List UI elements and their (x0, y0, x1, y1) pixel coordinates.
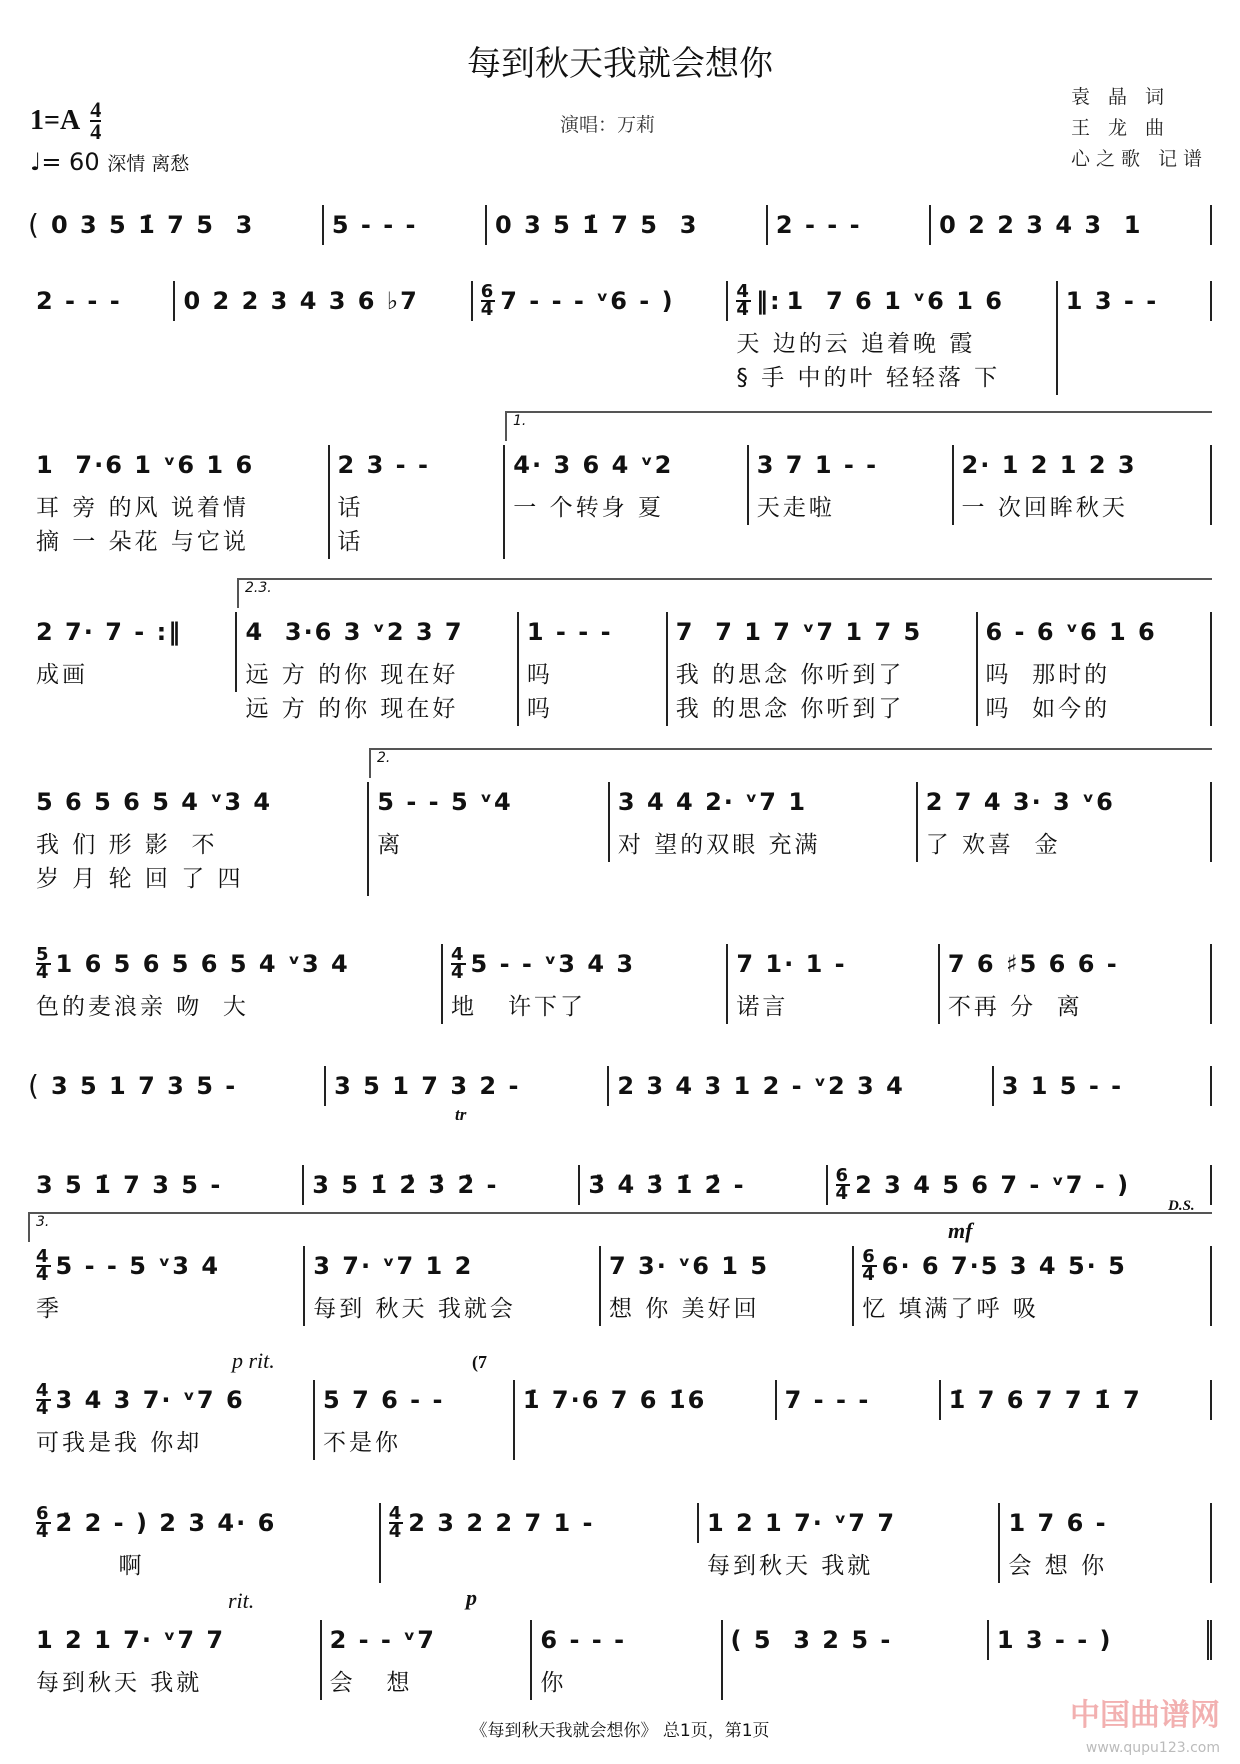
composer: 王 龙 曲 (1070, 117, 1171, 139)
note-sequence: 1 2 1 7· ᵛ7 7 (36, 1626, 226, 1654)
note-sequence: 5 - - 5 ᵛ4 (377, 788, 513, 816)
notes (707, 1503, 991, 1543)
note-sequence: 7 1· 1 - (736, 950, 847, 978)
notes (36, 281, 165, 321)
notes (330, 1620, 523, 1660)
lyric-line: 忆 填满了呼 吸 (862, 1296, 1039, 1322)
lyric-line: 吗 (526, 696, 553, 722)
notes (312, 1165, 570, 1205)
notes (36, 1503, 371, 1543)
measure (668, 612, 978, 726)
notes (949, 1380, 1202, 1420)
notes (36, 782, 359, 822)
measure (28, 782, 369, 896)
measure (305, 1246, 601, 1326)
measure (28, 1620, 322, 1700)
notes (51, 1066, 316, 1106)
note-sequence: 2· 1 2 1 2 3 (961, 451, 1137, 479)
notes (51, 205, 314, 245)
song-title: 每到秋天我就会想你 (467, 44, 773, 84)
measure (940, 944, 1212, 1024)
notes (736, 281, 1047, 321)
lyric-line: 耳 旁 的风 说着情 (36, 495, 249, 521)
note-sequence: 3 1 5 - - (1001, 1072, 1124, 1100)
note-sequence: 3 5 1 7 3 2 - (334, 1072, 521, 1100)
notes (481, 281, 719, 321)
p-mark: p (466, 1585, 477, 1610)
transcriber: 心之歌 记谱 (1070, 148, 1208, 170)
notes (862, 1246, 1202, 1286)
lyric-line: 地 许下了 (451, 994, 586, 1020)
notes (757, 445, 944, 485)
measure (322, 1620, 533, 1700)
notes (389, 1503, 689, 1543)
measure (941, 1380, 1212, 1420)
notes (527, 612, 658, 652)
note-sequence: 3 7· ᵛ7 1 2 (313, 1252, 474, 1280)
measure (532, 1620, 722, 1700)
notes (36, 1380, 305, 1420)
note-sequence: 4 3·6 3 ᵛ2 3 7 (245, 618, 464, 646)
lyric-line: 每到秋天 我就 (706, 1553, 874, 1579)
lyric-line: § 手 中的叶 轻轻落 下 (736, 365, 1001, 391)
note-sequence: 3̇ 4̇ 3̇ 1̇ 2̇ - (588, 1171, 746, 1199)
staff-system (28, 1503, 1212, 1583)
measure (315, 1380, 515, 1460)
staff-system (28, 580, 1212, 726)
volta-bracket: 2. (369, 748, 1212, 778)
note-sequence: 2 - - - (775, 211, 862, 239)
note-sequence: 1 - - - (526, 618, 613, 646)
staff-system (28, 1380, 1212, 1460)
lyric-line: 一 个转身 夏 (513, 495, 664, 521)
note-sequence: 6· 6 7·5 3 4 5· 5 (881, 1252, 1127, 1280)
notes (36, 445, 320, 485)
measure (324, 205, 487, 245)
note-sequence: 1 3 - - (1065, 287, 1159, 315)
lyric-line: 啊 (36, 1553, 145, 1579)
notes (776, 205, 921, 245)
lyric-line: 了 欢喜 金 (925, 832, 1061, 858)
measure (978, 612, 1213, 726)
notes (926, 782, 1202, 822)
note-sequence: 1 7·6 1 ᵛ6 1 6 (36, 451, 255, 479)
measure (728, 281, 1057, 395)
note-sequence: 7 3· ᵛ6 1 5 (609, 1252, 770, 1280)
note-sequence: 1 2 1 7· ᵛ7 7 (706, 1509, 897, 1537)
notes (313, 1246, 591, 1286)
note-sequence: ( 5 3 2 5 - (730, 1626, 893, 1654)
notes (377, 782, 600, 822)
measure (28, 1165, 304, 1205)
lyricist: 袁 晶 词 (1070, 86, 1171, 108)
notes (523, 1380, 767, 1420)
staff-system (28, 413, 1212, 559)
measure (610, 782, 918, 862)
time-signature: 4 4 (36, 1245, 51, 1285)
lyric-line: 一 次回眸秋天 (961, 495, 1128, 521)
measure (1058, 281, 1212, 321)
measure (699, 1503, 1001, 1583)
notes (1002, 1066, 1202, 1106)
measure (519, 612, 668, 726)
note-sequence: 3 7 1 - - (756, 451, 879, 479)
measure (931, 205, 1212, 245)
notes (939, 205, 1202, 245)
lyric-line: 会 想 (329, 1670, 413, 1696)
measure (473, 281, 729, 321)
measure (728, 944, 940, 1024)
notes (986, 612, 1203, 652)
note-sequence: 6 - - - (540, 1626, 627, 1654)
note-sequence: 2 7· 7 - :‖ (36, 618, 183, 646)
note-sequence: 7 6 ♯5 6 6 - (947, 950, 1119, 978)
time-signature: 4 4 (451, 943, 466, 983)
volta-bracket: 3. (28, 1212, 1212, 1242)
note-sequence: 3 5 1 7 3 5 - (50, 1072, 238, 1100)
measure (994, 1066, 1212, 1106)
grace-note-mark: (7 (472, 1352, 487, 1372)
lyric-line: 我 的思念 你听到了 (675, 696, 905, 722)
staff-system (28, 750, 1212, 896)
repeat-bracket: ( (28, 1069, 39, 1102)
staff-system (28, 281, 1212, 395)
notes (513, 445, 738, 485)
measure (28, 612, 237, 692)
measure (28, 281, 175, 321)
note-sequence: 5 6 5 6 5 4 ᵛ3 4 (36, 788, 273, 816)
note-sequence: 0 2 2 3 4 3 6 ♭7 (183, 287, 419, 315)
notes (245, 612, 508, 652)
lyric-line: 每到秋天 我就 (36, 1670, 203, 1696)
note-sequence: 3 4 3 7· ᵛ7 6 (55, 1386, 245, 1414)
time-signature: 6 4 (480, 280, 496, 320)
notes (617, 1066, 983, 1106)
measure (369, 782, 610, 862)
lyric-line: 岁 月 轮 回 了 四 (36, 866, 244, 892)
tempo: ♩= 60 深情 离愁 (30, 148, 190, 176)
lyric-line: 天 边的云 追着晚 霞 (736, 331, 976, 357)
lyric-line: 你 (540, 1670, 567, 1696)
time-signature: 6 4 (862, 1245, 877, 1285)
time-signature: 6 4 (36, 1502, 51, 1542)
lyric-line: 吗 如今的 (985, 696, 1111, 722)
expression: 深情 离愁 (107, 153, 190, 175)
measure (828, 1165, 1212, 1205)
measure (28, 445, 330, 559)
note-sequence: 6 - 6 ᵛ6 1 6 (985, 618, 1157, 646)
lyric-line: 色的麦浪亲 吻 大 (36, 994, 249, 1020)
mf-mark: mf (948, 1218, 973, 1243)
notes (323, 1380, 505, 1420)
note-sequence: 0 2 2 3 4 3 1 (939, 211, 1143, 239)
note-sequence: 0 3 5 1̇ 7 5 3 (495, 211, 699, 239)
notes (451, 944, 718, 984)
measure (28, 944, 443, 1024)
note-sequence: 0 3 5 1̇ 7 5 3 (50, 211, 255, 239)
measure (989, 1620, 1212, 1660)
notes (183, 281, 462, 321)
rit-mark: rit. (228, 1588, 255, 1613)
repeat-bracket: ( (28, 208, 39, 241)
note-sequence: 1 7 6 1 ᵛ6 1 6 (786, 287, 1004, 315)
notes (36, 944, 433, 984)
notes (609, 1246, 844, 1286)
notes (1008, 1503, 1202, 1543)
measure (443, 944, 728, 1024)
notes (962, 445, 1202, 485)
notes (736, 944, 930, 984)
lyric-line: 离 (377, 832, 404, 858)
note-sequence: 7 - - - ᵛ6 - ) (500, 287, 675, 315)
notes (836, 1165, 1202, 1205)
trill-mark: tr (455, 1105, 467, 1124)
note-sequence: 1 6 5 6 5 6 5 4 ᵛ3 4 (55, 950, 350, 978)
time-signature: $\frac{4}{4}$ (90, 97, 102, 144)
measure (515, 1380, 777, 1420)
note-sequence: 2 3 4 5 6 7 - ᵛ7 - ) (855, 1171, 1131, 1199)
lyric-line: 想 你 美好回 (609, 1296, 760, 1322)
measure (28, 1380, 315, 1460)
notes (731, 1620, 979, 1660)
time-signature: 4 4 (736, 280, 751, 320)
watermark-logo: 中国曲谱网 www.qupu123.com (1070, 1698, 1220, 1756)
measure (28, 1503, 381, 1583)
measure (723, 1620, 989, 1660)
notes (997, 1620, 1199, 1660)
measure (1000, 1503, 1212, 1583)
notes (588, 1165, 817, 1205)
note-sequence: 3 5 1̇ 2̇ 3̇ 2̇ - (312, 1171, 499, 1199)
lyric-line: 话 (337, 495, 364, 521)
measure (601, 1246, 854, 1326)
note-sequence: 5 - - 5 ᵛ3 4 (55, 1252, 221, 1280)
measure (580, 1165, 827, 1205)
p-rit-mark: p rit. (232, 1348, 275, 1373)
lyric-line: 远 方 的你 现在好 (245, 696, 459, 722)
measure (28, 1246, 305, 1326)
measure (749, 445, 954, 525)
measure (954, 445, 1212, 525)
note-sequence: 1̇ 7 6 7 7 1̇ 7 (948, 1386, 1142, 1414)
time-signature: 4 4 (36, 1379, 51, 1419)
note-sequence: 7 7 1 7 ᵛ7 1 7 5 (675, 618, 923, 646)
note-sequence: 2 3 2 2 7 1 - (408, 1509, 595, 1537)
note-sequence: 2 7 4 3· 3 ᵛ6 (925, 788, 1115, 816)
staff-system (28, 1066, 1212, 1106)
lyric-line: 对 望的双眼 充满 (617, 832, 821, 858)
notes (785, 1380, 931, 1420)
notes (36, 1246, 295, 1286)
lyric-line: 可我是我 你却 (36, 1430, 203, 1456)
key-signature (30, 97, 102, 144)
staff-system (28, 205, 1212, 245)
measure (330, 445, 506, 559)
lyric-line: 远 方 的你 现在好 (245, 662, 459, 688)
ds-mark: D.S. (1168, 1198, 1195, 1214)
lyric-line: 季 (36, 1296, 62, 1322)
lyric-line: 诺言 (736, 994, 789, 1020)
notes (1066, 281, 1202, 321)
notes (36, 612, 227, 652)
lyric-line: 我 们 形 影 不 (36, 832, 218, 858)
note-sequence: 1 3 - - ) (996, 1626, 1113, 1654)
lyric-line: 不是你 (323, 1430, 402, 1456)
key: 1=A (30, 104, 81, 136)
lyric-line: 不再 分 离 (947, 994, 1083, 1020)
lyric-line: 每到 秋天 我就会 (313, 1296, 516, 1322)
note-sequence: 7 - - - (784, 1386, 871, 1414)
time-signature: 6 4 (835, 1164, 851, 1204)
notes (36, 1165, 294, 1205)
lyric-line: 我 的思念 你听到了 (675, 662, 905, 688)
measure (768, 205, 931, 245)
notes (495, 205, 758, 245)
measure (918, 782, 1212, 862)
notes (540, 1620, 712, 1660)
notes (948, 944, 1202, 984)
staff-system (28, 1165, 1212, 1205)
note-sequence: 5 - - - (331, 211, 418, 239)
volta-bracket: 1. (505, 411, 1212, 441)
credits (1071, 82, 1208, 175)
measure (609, 1066, 993, 1106)
singer: 演唱：万莉 (560, 114, 656, 136)
measure (487, 205, 768, 245)
lyric-line: 会 想 你 (1008, 1553, 1108, 1579)
staff-system (28, 944, 1212, 1024)
notes (332, 205, 477, 245)
note-sequence: 2 3 - - (337, 451, 430, 479)
note-sequence: 1̇ 7·6 7 6 1̇6 (522, 1386, 707, 1414)
measure (777, 1380, 941, 1420)
note-sequence: 5 - - ᵛ3 4 3 (470, 950, 636, 978)
measure (381, 1503, 699, 1543)
measure (854, 1246, 1212, 1326)
measure (326, 1066, 609, 1106)
note-sequence: 2̇ 2 - ) 2 3 4· 6 (55, 1509, 277, 1537)
note-sequence: 2 3 4 3 1 2 - ᵛ2 3 4 (617, 1072, 905, 1100)
time-signature: 5 4 (36, 943, 51, 983)
lyric-line: 吗 (526, 662, 553, 688)
notes (338, 445, 496, 485)
lyric-line: 吗 那时的 (985, 662, 1111, 688)
repeat-start: ‖: (755, 287, 782, 315)
notes (36, 1620, 312, 1660)
lyric-line: 摘 一 朵花 与它说 (36, 529, 249, 555)
note-sequence: 2 - - ᵛ7 (329, 1626, 436, 1654)
note-sequence: 4· 3 6 4 ᵛ2 (513, 451, 674, 479)
measure (175, 281, 472, 321)
lyric-line: 话 (337, 529, 364, 555)
staff-system (28, 1620, 1212, 1700)
notes (676, 612, 968, 652)
note-sequence: 5 7 6 - - (323, 1386, 445, 1414)
lyric-line: 天走啦 (756, 495, 835, 521)
notes (618, 782, 908, 822)
measure (43, 1066, 326, 1106)
note-sequence: 2 - - - (36, 287, 122, 315)
notes (334, 1066, 599, 1106)
measure (237, 612, 518, 726)
note-sequence: 3 4 4 2· ᵛ7 1 (617, 788, 808, 816)
measure (505, 445, 748, 525)
measure (43, 205, 324, 245)
page-footer: 《每到秋天我就会想你》 总1页，第1页 (470, 1721, 770, 1741)
volta-bracket: 2.3. (237, 578, 1212, 608)
note-sequence: 3 5 1̇ 7 3 5 - (36, 1171, 223, 1199)
time-signature: 4 4 (388, 1502, 404, 1542)
measure (304, 1165, 580, 1205)
lyric-line: 成画 (36, 662, 88, 688)
note-sequence: 1 7 6 - (1008, 1509, 1108, 1537)
